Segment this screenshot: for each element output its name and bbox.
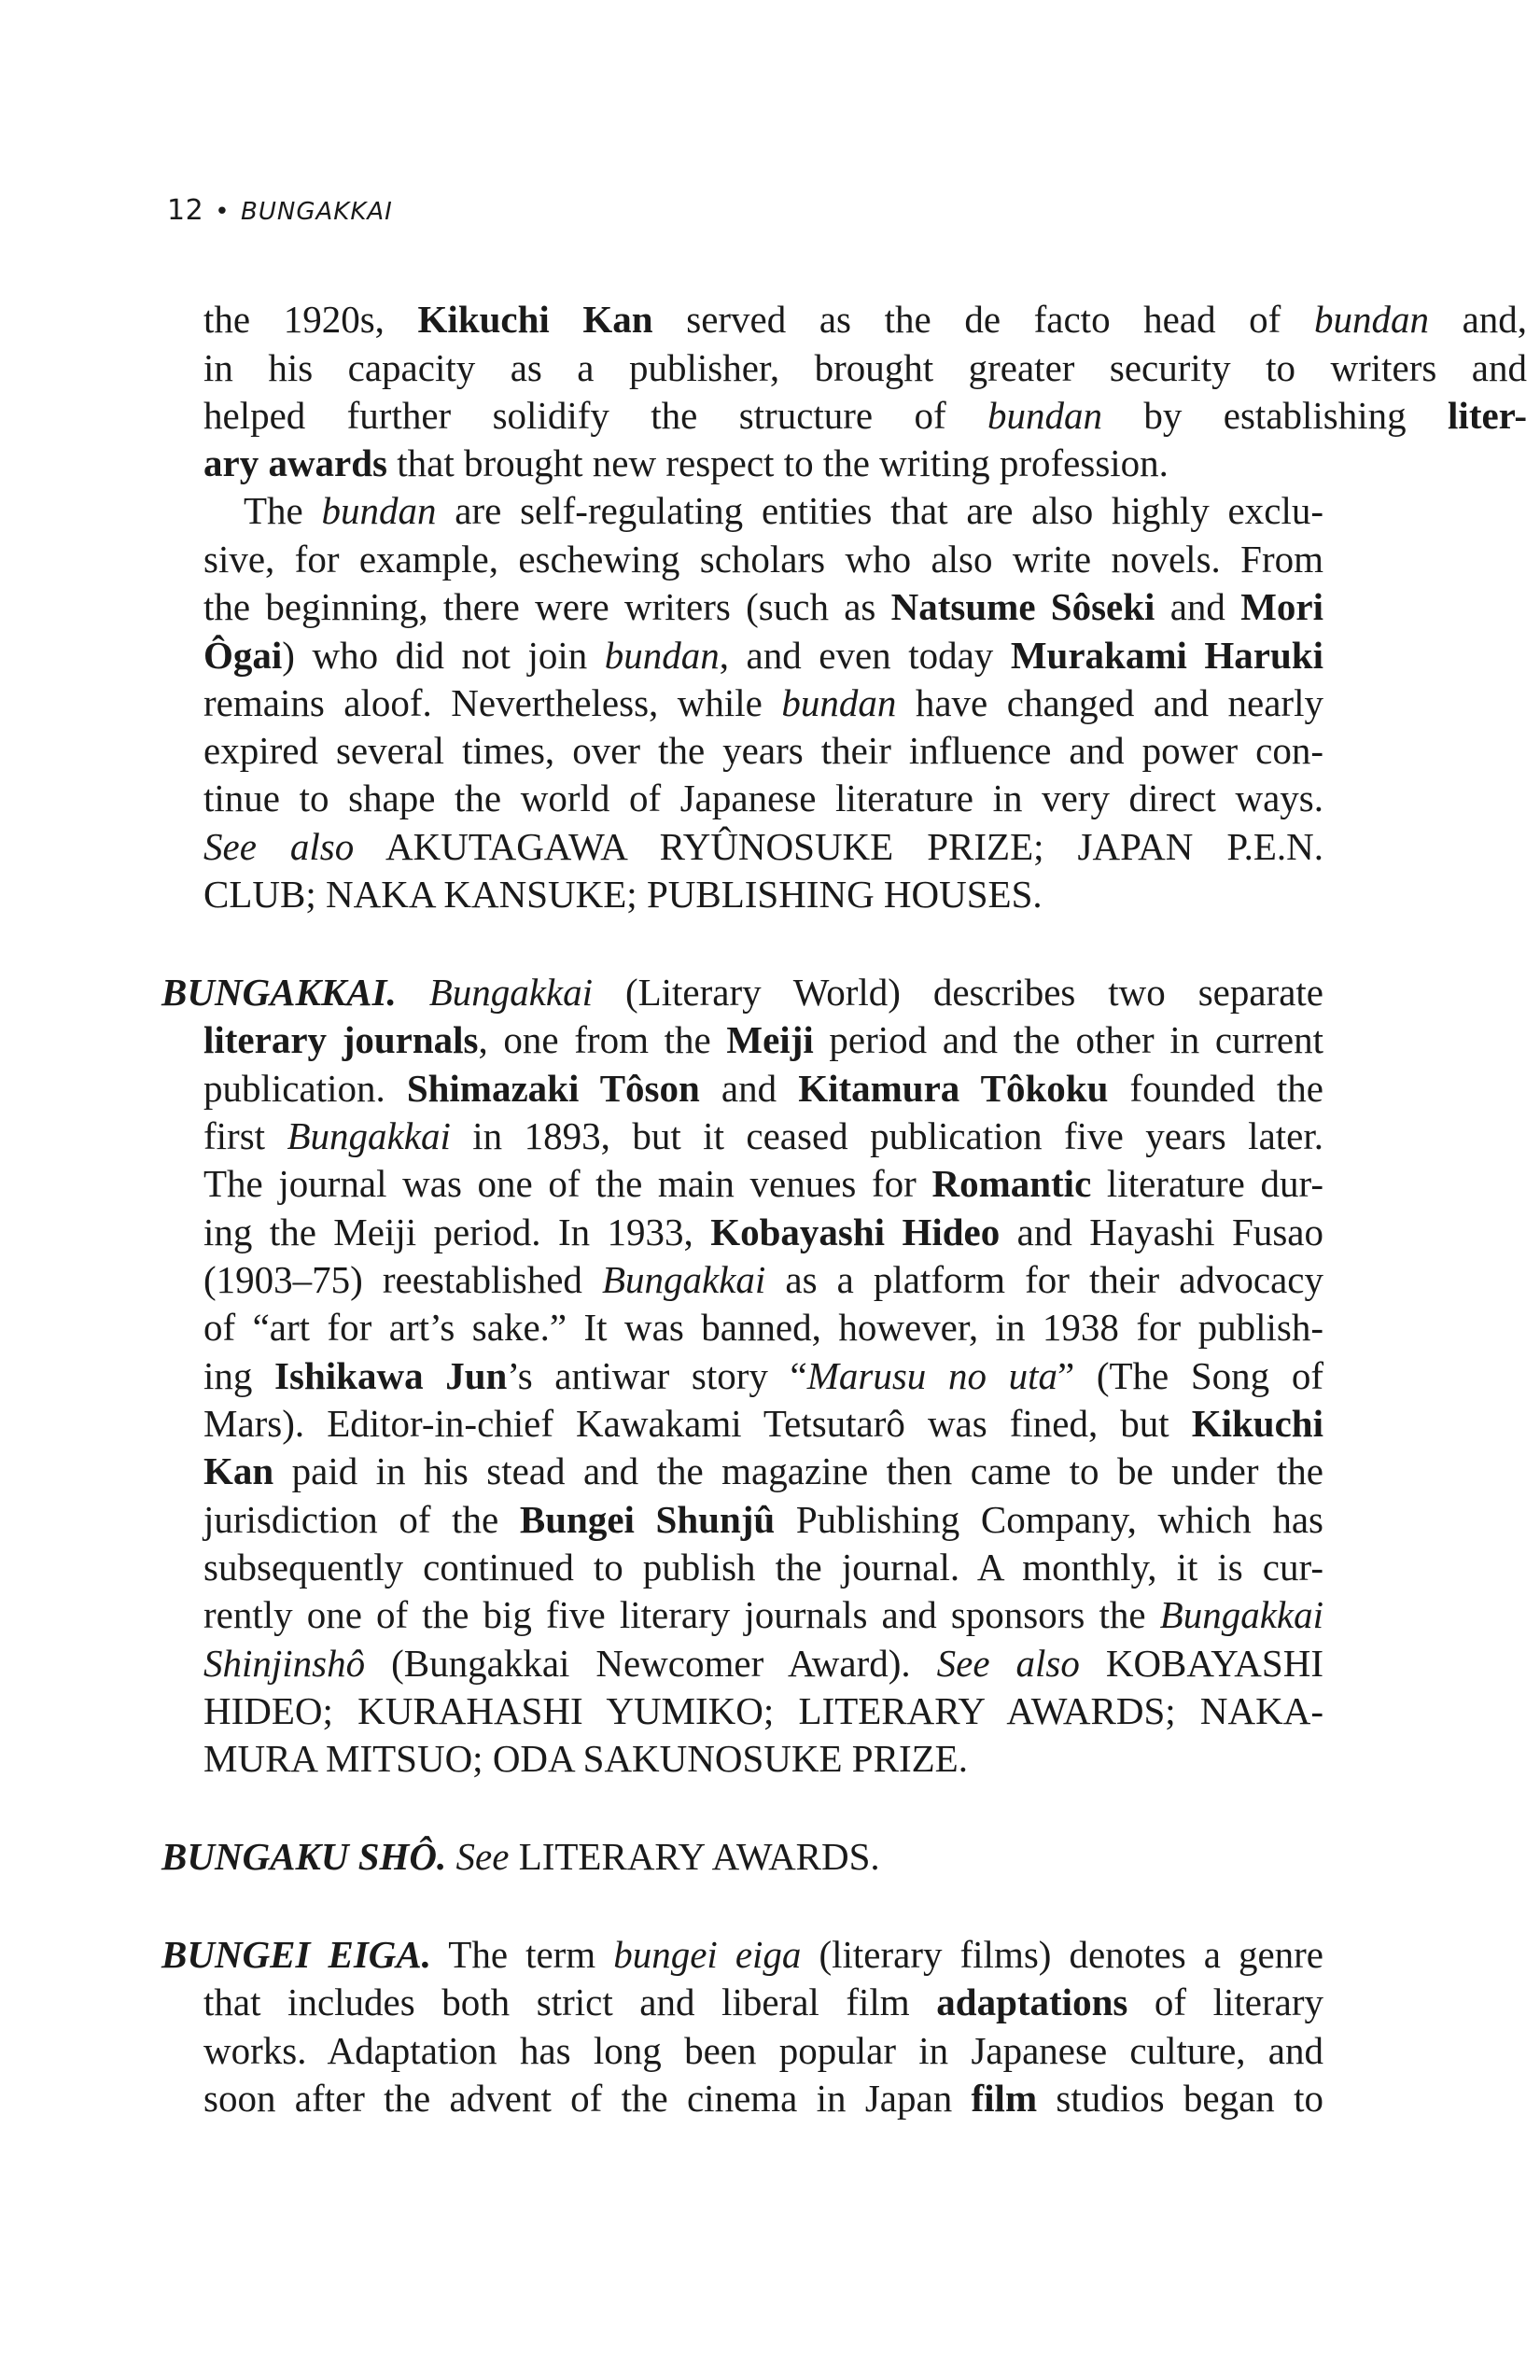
entry-headword: BUNGAKKAI. xyxy=(161,971,397,1014)
cross-reference-term: ary awards xyxy=(203,441,388,484)
text-line xyxy=(203,1353,1323,1398)
cross-reference-term: Meiji xyxy=(726,1018,814,1061)
text-line xyxy=(203,297,1527,342)
text-line xyxy=(203,537,1323,581)
italic-term: Marusu no uta xyxy=(806,1354,1057,1397)
text-run: , one from the xyxy=(478,1018,727,1061)
cross-reference-term: adaptations xyxy=(936,1981,1128,2023)
text-line xyxy=(203,1305,1323,1350)
cross-reference-term: Kikuchi Kan xyxy=(417,298,653,341)
text-run: in 1893, but it ceased publication five years later. xyxy=(450,1114,1323,1157)
italic-term: See xyxy=(455,1835,510,1878)
text-run: as a platform for their advocacy xyxy=(765,1258,1323,1301)
italic-term: bundan xyxy=(987,394,1103,437)
text-run: are self-regulating entities that are also highly exclu- xyxy=(436,489,1323,532)
text-line xyxy=(203,584,1323,629)
text-line xyxy=(161,1834,1323,1879)
text-line xyxy=(203,1449,1323,1493)
italic-term: Bungakkai xyxy=(428,971,594,1014)
italic-term: See also xyxy=(203,825,355,868)
text-run: tinue to shape the world of Japanese literature in very direct ways. xyxy=(203,777,1323,819)
text-run: (literary films) denotes a genre xyxy=(801,1933,1324,1976)
text-run: by establishing xyxy=(1102,394,1449,437)
text-line xyxy=(203,2028,1323,2073)
text-run: and xyxy=(699,1067,799,1110)
text-run: ing the Meiji period. In 1933, xyxy=(203,1211,711,1253)
text-run: works. Adaptation has long been popular in Japanese culture, and xyxy=(203,2029,1323,2072)
text-run: AKUTAGAWA RYÛNOSUKE PRIZE; JAPAN P.E.N. xyxy=(354,825,1323,868)
text-line xyxy=(203,1066,1323,1111)
cross-reference-term: Ôgai xyxy=(203,634,283,677)
text-run: ) who did not join xyxy=(282,634,605,677)
bullet-separator: • xyxy=(215,198,231,226)
text-run: of “art for art’s sake.” It was banned, however, in 1938 for publish- xyxy=(203,1306,1323,1349)
italic-term: Shinjinshô xyxy=(203,1642,366,1685)
text-run: HIDEO; KURAHASHI YUMIKO; LITERARY AWARDS; NAKA- xyxy=(203,1689,1323,1732)
italic-term: Bungakkai xyxy=(287,1114,451,1157)
text-line xyxy=(203,1736,1137,1781)
running-head xyxy=(167,194,393,227)
text-line xyxy=(203,1641,1323,1686)
text-line xyxy=(203,633,1323,678)
text-line xyxy=(161,1932,1323,1977)
text-run: ing xyxy=(203,1354,275,1397)
cross-reference-term: Kikuchi xyxy=(1191,1402,1323,1445)
text-run: (Literary World) describes two separate xyxy=(593,971,1323,1014)
cross-reference-term: film xyxy=(971,2077,1038,2120)
text-run: ” (The Song of xyxy=(1057,1354,1323,1397)
cross-reference-term: literary journals xyxy=(203,1018,479,1061)
italic-term: Bungakkai xyxy=(1159,1593,1323,1636)
text-run: The term xyxy=(431,1933,614,1976)
text-run: that includes both strict and liberal film xyxy=(203,1981,937,2023)
entry-headword: BUNGAKU SHÔ. xyxy=(161,1835,447,1878)
text-run: CLUB; NAKA KANSUKE; PUBLISHING HOUSES. xyxy=(203,873,1043,916)
text-line xyxy=(203,1161,1323,1206)
running-head-title: BUNGAKKAI xyxy=(241,198,393,226)
text-run: , and even today xyxy=(719,634,1011,677)
cross-reference-term: Kan xyxy=(203,1449,274,1492)
text-line xyxy=(203,872,1137,917)
text-run: The xyxy=(244,489,322,532)
cross-reference-term: Natsume Sôseki xyxy=(890,585,1155,628)
italic-term: Bungakkai xyxy=(601,1258,766,1301)
cross-reference-term: Kobayashi Hideo xyxy=(710,1211,1001,1253)
text-line xyxy=(203,1210,1323,1254)
text-run: founded the xyxy=(1108,1067,1324,1110)
text-line xyxy=(203,393,1527,438)
cross-reference-term: Murakami Haruki xyxy=(1010,634,1324,677)
text-run: the beginning, there were writers (such as xyxy=(203,585,891,628)
text-run: KOBAYASHI xyxy=(1079,1642,1323,1685)
text-run: ’s antiwar story “ xyxy=(507,1354,807,1397)
text-run: jurisdiction of the xyxy=(203,1498,520,1541)
italic-term: bungei eiga xyxy=(613,1933,802,1976)
cross-reference-term: Shimazaki Tôson xyxy=(406,1067,700,1110)
text-run: first xyxy=(203,1114,287,1157)
text-run: period and the other in current xyxy=(813,1018,1323,1061)
text-line xyxy=(161,970,1323,1015)
text-line xyxy=(203,1980,1323,2024)
text-run: that brought new respect to the writing profession. xyxy=(387,441,1169,484)
text-run: soon after the advent of the cinema in Japan xyxy=(203,2077,972,2120)
text-line xyxy=(203,1017,1323,1062)
text-line xyxy=(203,1592,1323,1637)
text-line xyxy=(203,1401,1323,1446)
text-line xyxy=(203,1113,1323,1158)
text-run: rently one of the big five literary journals and sponsors the xyxy=(203,1593,1160,1636)
text-run: publication. xyxy=(203,1067,407,1110)
text-run: expired several times, over the years their influence and power con- xyxy=(203,729,1323,772)
italic-term: bundan xyxy=(321,489,437,532)
text-run: remains aloof. Nevertheless, while xyxy=(203,681,782,724)
text-run: the 1920s, xyxy=(203,298,418,341)
italic-term: bundan xyxy=(1313,298,1429,341)
italic-term: bundan xyxy=(781,681,897,724)
text-run: Publishing Company, which has xyxy=(775,1498,1323,1541)
italic-term: bundan xyxy=(604,634,720,677)
text-run: paid in his stead and the magazine then came to be under the xyxy=(273,1449,1323,1492)
text-run: and, xyxy=(1428,298,1528,341)
text-line xyxy=(244,488,1323,533)
text-run: served as the de facto head of xyxy=(652,298,1314,341)
cross-reference-term: Mori xyxy=(1240,585,1323,628)
italic-term: See also xyxy=(936,1642,1080,1685)
cross-reference-term: Kitamura Tôkoku xyxy=(798,1067,1109,1110)
text-line xyxy=(203,2076,1323,2121)
text-run: LITERARY AWARDS. xyxy=(509,1835,880,1878)
cross-reference-term: liter- xyxy=(1448,394,1527,437)
entry-headword: BUNGEI EIGA. xyxy=(161,1933,432,1976)
text-run: literature dur- xyxy=(1091,1162,1324,1205)
text-run: MURA MITSUO; ODA SAKUNOSUKE PRIZE. xyxy=(203,1737,968,1780)
cross-reference-term: Bungei Shunjû xyxy=(519,1498,776,1541)
text-run: in his capacity as a publisher, brought greater security to writers and xyxy=(203,346,1527,389)
text-run: The journal was one of the main venues for xyxy=(203,1162,932,1205)
text-run: have changed and nearly xyxy=(896,681,1323,724)
cross-reference-term: Ishikawa Jun xyxy=(274,1354,508,1397)
text-run xyxy=(397,971,429,1014)
text-run: and xyxy=(1155,585,1241,628)
text-line xyxy=(203,776,1323,820)
text-line xyxy=(203,824,1323,869)
page-number: 12 xyxy=(167,194,204,227)
text-line xyxy=(203,680,1323,725)
text-run: (1903–75) reestablished xyxy=(203,1258,602,1301)
text-line xyxy=(203,441,1323,485)
text-run: helped further solidify the structure of xyxy=(203,394,988,437)
text-run: Mars). Editor-in-chief Kawakami Tetsutarô was fined, but xyxy=(203,1402,1192,1445)
text-line xyxy=(203,1257,1323,1302)
text-run xyxy=(446,1835,455,1878)
text-line xyxy=(203,345,1527,390)
text-run: studios began to xyxy=(1037,2077,1323,2120)
text-run: and Hayashi Fusao xyxy=(1000,1211,1324,1253)
text-run: subsequently continued to publish the journal. A monthly, it is cur- xyxy=(203,1546,1323,1589)
text-line xyxy=(203,728,1323,773)
text-line xyxy=(203,1545,1323,1589)
text-line xyxy=(203,1497,1323,1542)
text-run: of literary xyxy=(1127,1981,1324,2023)
text-run: (Bungakkai Newcomer Award). xyxy=(365,1642,937,1685)
text-line xyxy=(203,1688,1323,1733)
cross-reference-term: Romantic xyxy=(931,1162,1092,1205)
text-run: sive, for example, eschewing scholars who also write novels. From xyxy=(203,538,1323,581)
